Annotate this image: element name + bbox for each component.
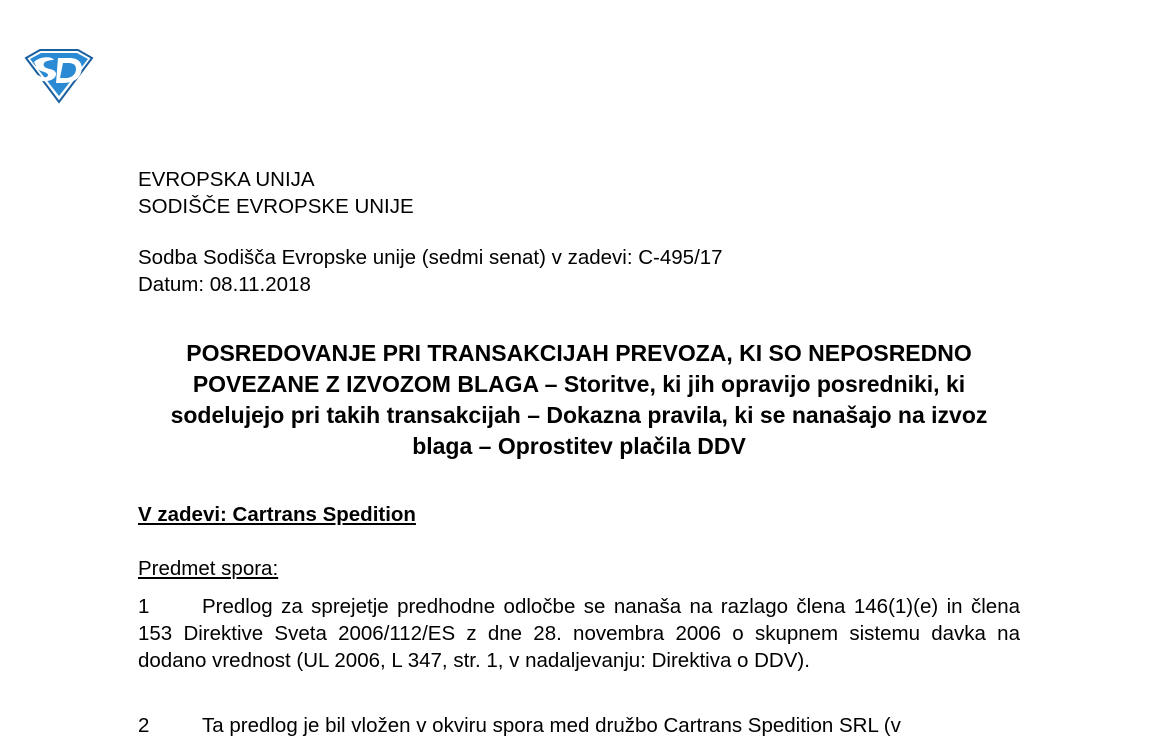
case-subject: V zadevi: Cartrans Spedition	[138, 503, 416, 526]
logo-emblem-icon	[22, 48, 96, 104]
case-date: Datum: 08.11.2018	[138, 273, 311, 296]
judgment-headline: POSREDOVANJE PRI TRANSAKCIJAH PREVOZA, KI SO NEPOSREDNO POVEZANE Z IZVOZOM BLAGA – Storitve, ki jih opravijo posredniki, ki sodelujejo pri takih transakcijah – Dokazna pravila, ki se nanašajo na izvoz blaga – Oprostitev plačila DDV	[170, 340, 988, 459]
subject-matter-label: Predmet spora:	[138, 557, 279, 580]
company-logo	[22, 48, 96, 104]
paragraph-number: 1	[138, 595, 150, 618]
case-reference: Sodba Sodišča Evropske unije (sedmi senat) v zadevi: C-495/17	[138, 246, 723, 269]
paragraph-2	[138, 712, 1020, 739]
case-info	[138, 244, 1020, 298]
paragraph-1	[138, 593, 1020, 674]
paragraph-number: 2	[138, 714, 150, 737]
org-line-2: SODIŠČE EVROPSKE UNIJE	[138, 195, 414, 218]
paragraph-text: Predlog za sprejetje predhodne odločbe se nanaša na razlago člena 146(1)(e) in člena 153 Direktive Sveta 2006/112/ES z dne 28. novembra 2006 o skupnem sistemu davka na dodano vrednost (UL 2006, L 347, str. 1, v nadaljevanju: Direktiva o DDV).	[138, 595, 1020, 672]
org-line-1: EVROPSKA UNIJA	[138, 168, 315, 191]
paragraph-text: Ta predlog je bil vložen v okviru spora med družbo Cartrans Spedition SRL (v	[202, 714, 901, 737]
court-heading	[138, 166, 1020, 220]
